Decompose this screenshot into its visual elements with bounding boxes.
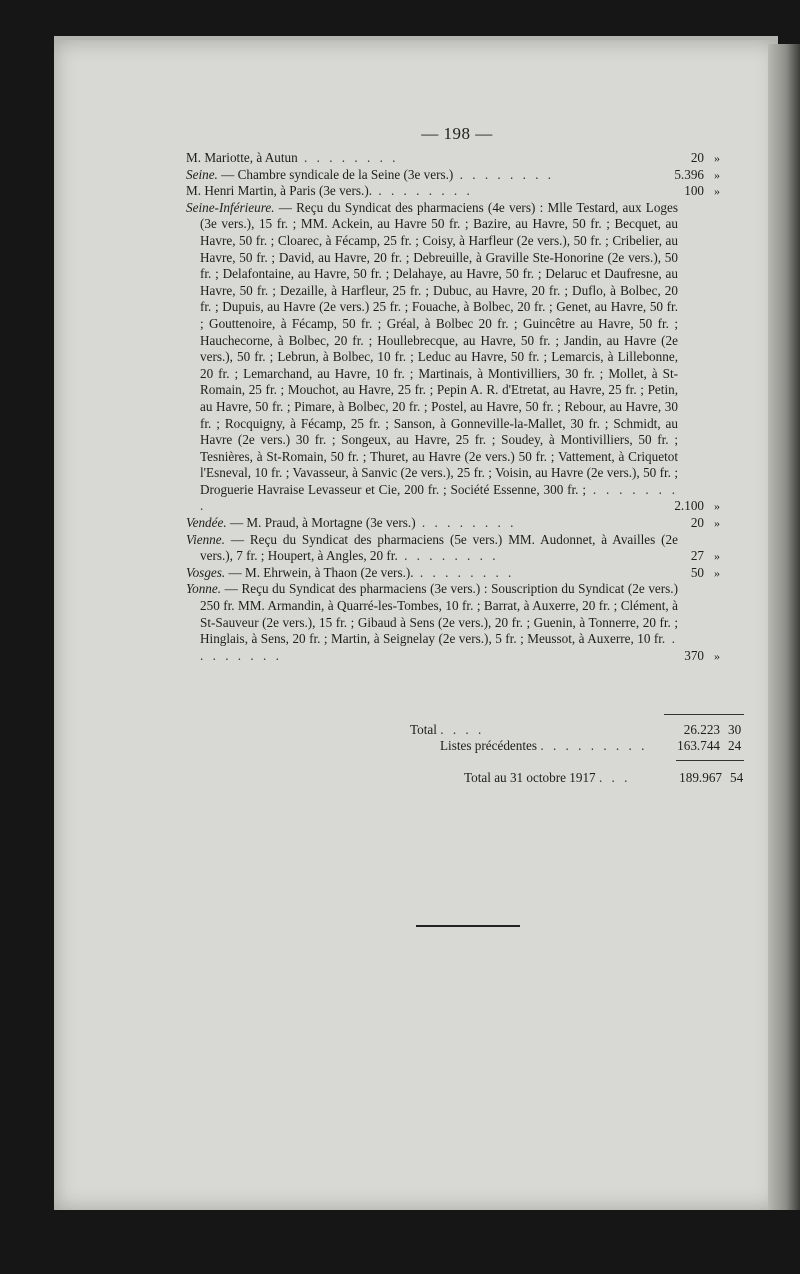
entry-amount bbox=[690, 548, 720, 565]
ditto-mark: » bbox=[714, 549, 720, 564]
previous-row bbox=[440, 738, 647, 754]
contribution-entry bbox=[186, 200, 746, 515]
entry-body: — M. Ehrwein, à Thaon (2e vers.). bbox=[225, 564, 414, 580]
entry-text bbox=[186, 515, 678, 532]
dot-leader: . . . . . . . . bbox=[372, 183, 473, 199]
total-label: Total bbox=[410, 722, 437, 737]
region-name: Seine-Inférieure. bbox=[186, 199, 275, 215]
region-name: Vendée. bbox=[186, 515, 227, 531]
entry-body: M. Mariotte, à Autun bbox=[186, 150, 298, 165]
grand-total-rule bbox=[676, 760, 744, 761]
entry-text bbox=[186, 200, 678, 515]
ditto-mark: » bbox=[714, 184, 720, 199]
amount-value: 50 bbox=[690, 564, 704, 580]
total-value: 26.223 bbox=[683, 722, 720, 737]
entry-body: — M. Praud, à Mortagne (3e vers.) bbox=[226, 515, 416, 531]
ditto-mark: » bbox=[714, 648, 720, 663]
entry-amount bbox=[684, 647, 720, 665]
region-name: Vienne. bbox=[186, 531, 225, 547]
entry-amount bbox=[690, 515, 720, 532]
amount-value: 370 bbox=[684, 647, 704, 663]
grand-total-value: 189.967 bbox=[679, 770, 722, 785]
closing-rule bbox=[416, 925, 520, 927]
entry-body: — Reçu du Syndicat des pharmaciens (3e vers.) : Souscription du Syndicat (2e vers.) 250 fr. MM. Armandin, à Quarré-les-Tombes, 10 fr. ; Barrat, à Auxerre, 20 fr. ; Clément, à St-Sauveur (2e vers.), 15 fr. ; Gibaud à Sens (2e vers.), 20 fr. ; Guenin, à Tonnerre, 20 fr. ; Hinglais, à Sens, 20 fr. ; Martin, à Seignelay (2e vers.), 5 fr. ; Meussot, à Auxerre, 10 fr. bbox=[200, 581, 678, 647]
total-row bbox=[410, 722, 484, 738]
region-name: Seine. bbox=[186, 166, 218, 182]
total-cents: 30 bbox=[728, 722, 742, 737]
ditto-mark: » bbox=[714, 565, 720, 580]
contribution-entry bbox=[186, 581, 746, 664]
amount-value: 5.396 bbox=[674, 166, 704, 182]
contribution-entry bbox=[186, 167, 746, 184]
entry-body: — Reçu du Syndicat des pharmaciens (4e vers) : Mlle Testard, aux Loges (3e vers.), 15 fr. ; MM. Ackein, au Havre 50 fr. ; Bazire, au Havre, 50 fr. ; Becquet, au Havre, 50 fr. ; Cloarec, à Fécamp, 25 fr. ; Coisy, à Harfleur (2e vers.), 50 fr. ; Cribelier, au Havre, 50 fr. ; David, au Havre, 20 fr. ; Debreuille, à Graville Ste-Honorine (2e vers.), 50 fr. ; Delafontaine, au Havre, 50 fr. ; Delahaye, au Havre, 50 fr. ; Delaruc et Daufresne, au Havre, 50 fr. ; Dezaille, à Harfleur, 25 fr. ; Dubuc, au Havre, 20 fr. ; Duflo, à Bolbec, 20 fr. ; Dupuis, au Havre (2e vers.) 25 fr. ; Fouache, à Bolbec, 20 fr. ; Genet, au Havre, 50 fr. ; Gouttenoire, à Fécamp, 50 fr. ; Gréal, à Bolbec 20 fr. ; Guincêtre au Havre, 50 fr. ; Hauchecorne, à Bolbec, 20 fr. ; Houllebrecque, au Havre, 50 fr. ; Jandin, au Havre (2e vers.), 50 fr. ; Lebrun, à Bolbec, 10 fr. ; Leduc au Havre, 50 fr. ; Lemarcis, à Lillebonne, 20 fr. ; Lemarchand, au Havre, 10 fr. ; Martinais, à Montivilliers, 30 fr. ; Mollet, à St-Romain, 25 fr. ; Mouchot, au Havre, 25 fr. ; Pepin A. R. d'Etretat, au Havre, 25 fr. ; Petin, au Havre, 50 fr. ; Pimare, à Bolbec, 20 fr. ; Postel, au Havre, 50 fr. ; Rebour, au Havre, 30 fr. ; Rocquigny, à Fécamp, 25 fr. ; Sanson, à Gonneville-la-Mallet, 30 fr. ; Schmidt, au Havre (2e vers.) 30 fr. ; Songeux, au Havre, 25 fr. ; Soudey, à Montivilliers, 50 fr. ; Tesnières, à St-Romain, 50 fr. ; Thuret, au Havre (2e vers.) 50 fr. ; Vattement, à Criquetot l'Esneval, 10 fr. ; Vavasseur, à Sanvic (2e vers.), 25 fr. ; Voisin, au Havre (2e vers.), 50 fr. ; Droguerie Havraise Levasseur et Cie, 200 fr. ; Société Essenne, 300 fr. ; bbox=[200, 199, 678, 497]
region-name: Vosges. bbox=[186, 564, 226, 580]
dot-leader: . . . . . . . . bbox=[415, 515, 517, 531]
contribution-entry bbox=[186, 183, 746, 200]
entry-text bbox=[186, 183, 678, 200]
previous-cents: 24 bbox=[728, 738, 742, 753]
grand-total-row bbox=[464, 770, 630, 786]
entry-text bbox=[186, 532, 678, 565]
dot-leader: . . . . . . . . bbox=[397, 548, 499, 564]
dot-leader: . . . . . . . . bbox=[297, 150, 399, 165]
sum-rule bbox=[664, 714, 744, 715]
contribution-entry bbox=[186, 565, 746, 582]
contribution-entry bbox=[186, 532, 746, 565]
dot-leader: . . . . bbox=[440, 722, 485, 737]
ditto-mark: » bbox=[714, 167, 720, 182]
ditto-mark: » bbox=[714, 151, 720, 165]
ditto-mark: » bbox=[714, 516, 720, 531]
entry-amount bbox=[690, 150, 720, 167]
ditto-mark: » bbox=[714, 499, 720, 514]
dot-leader: . . . . . . . . bbox=[453, 166, 555, 182]
dot-leader: . . . bbox=[598, 770, 631, 785]
amount-value: 2.100 bbox=[674, 498, 704, 514]
grand-total-label: Total au 31 octobre 1917 bbox=[464, 770, 596, 785]
dot-leader: . . . . . . . . bbox=[413, 564, 515, 580]
amount-value: 100 bbox=[684, 183, 704, 199]
entry-amount bbox=[690, 564, 720, 582]
page-number: — 198 — bbox=[421, 124, 493, 143]
grand-total-cents: 54 bbox=[730, 770, 744, 785]
entry-text bbox=[186, 150, 678, 167]
contribution-list bbox=[186, 150, 746, 664]
entry-text bbox=[186, 565, 678, 582]
entry-body: M. Henri Martin, à Paris (3e vers.). bbox=[186, 183, 373, 199]
contribution-entry bbox=[186, 150, 746, 167]
amount-value: 27 bbox=[690, 548, 704, 564]
entry-amount bbox=[674, 166, 720, 184]
dot-leader: . . . . . . . . bbox=[200, 481, 679, 514]
entry-text bbox=[186, 167, 678, 184]
region-name: Yonne. bbox=[186, 581, 222, 597]
previous-label: Listes précédentes bbox=[440, 738, 538, 753]
entry-body: — Reçu du Syndicat des pharmaciens (5e vers.) MM. Audonnet, à Availles (2e vers.), 7 fr. ; Houpert, à Angles, 20 fr. bbox=[200, 531, 678, 564]
entry-text bbox=[186, 581, 678, 664]
entry-body: — Chambre syndicale de la Seine (3e vers.) bbox=[217, 166, 454, 182]
amount-value: 20 bbox=[690, 150, 704, 165]
amount-value: 20 bbox=[690, 515, 704, 531]
previous-value: 163.744 bbox=[677, 738, 720, 753]
dot-leader: . . . . . . . . bbox=[200, 631, 678, 663]
dot-leader: . . . . . . . . . bbox=[540, 738, 648, 753]
entry-amount bbox=[674, 498, 720, 515]
contribution-entry bbox=[186, 515, 746, 532]
entry-amount bbox=[684, 183, 720, 200]
page-binding-edge bbox=[768, 44, 800, 1210]
